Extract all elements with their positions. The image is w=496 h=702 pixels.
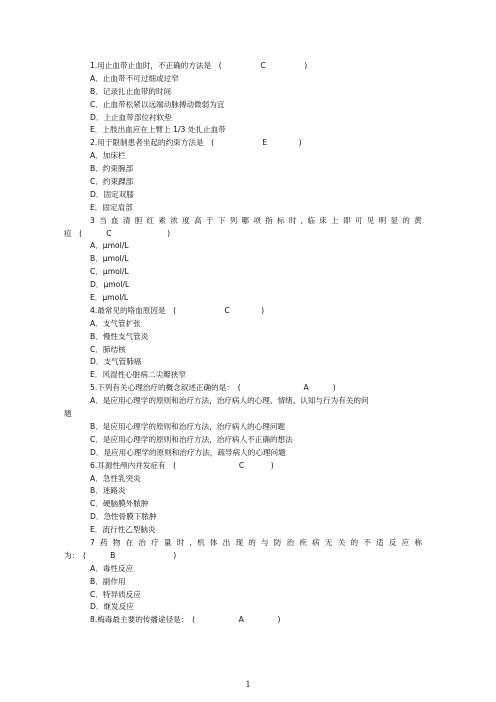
question-3-option-d: D．μmol/L (90, 280, 130, 290)
stem-char: 关 (337, 537, 346, 547)
stem-char: 时 (176, 537, 185, 547)
question-1-option-a: A．止血带不可过细或过窄 (90, 73, 179, 83)
question-4-option-b: B．慢性支气管炎 (90, 331, 149, 341)
stem-char: 的 (248, 537, 256, 547)
stem-char: 防 (273, 537, 282, 547)
stem-char: 称 (414, 537, 422, 547)
stem-char: 上 (331, 215, 339, 225)
stem-char: 当 (99, 215, 107, 225)
stem-char: 可 (354, 215, 363, 225)
question-7-stem-line-1 (90, 537, 422, 550)
stem-char: 素 (158, 215, 166, 225)
question-5-option-a-line-2: 题 (64, 409, 72, 419)
question-6-stem: 6.耳源性颅内并发症有 ( C ) (90, 460, 274, 470)
stem-char: 疗 (151, 537, 159, 547)
question-1-stem: 1.用止血带止血时，不正确的方法是 ( C ) (90, 61, 308, 70)
stem-char: 标 (277, 215, 285, 225)
question-3-option-e: E．μmol/L (90, 293, 129, 303)
stem-char: 与 (261, 537, 269, 547)
stem-char: 黄 (414, 215, 422, 225)
stem-char: 指 (265, 215, 273, 225)
question-8-stem: 8.梅毒最主要的传播途径是： ( A ) (90, 615, 281, 625)
stem-char: 见 (366, 215, 375, 225)
stem-char: , (300, 215, 304, 225)
stem-char: 量 (163, 537, 172, 547)
question-2-option-b: B．约束腕部 (90, 164, 134, 174)
question-6-option-a: A．急性乳突炎 (90, 473, 141, 483)
question-7-option-c: C．特异质反应 (90, 589, 141, 599)
question-6-option-c: C．硬脑膜外脓肿 (90, 499, 149, 509)
question-6-option-e: E．流行性乙型脑炎 (90, 525, 156, 535)
stem-char: 物 (112, 537, 121, 547)
stem-char: 明 (378, 215, 387, 225)
stem-char: 浓 (170, 215, 178, 225)
stem-char: 应 (401, 537, 410, 547)
question-3-option-c: C．μmol/L (90, 267, 129, 277)
question-1-option-e: E．上肢出血应在上臂上 1/3 处扎止血带 (90, 125, 226, 135)
question-4-option-a: A．支气管扩张 (90, 318, 141, 328)
question-4-option-d: D．支气管肺癌 (90, 357, 142, 367)
stem-char: 疾 (299, 537, 307, 547)
question-3-option-b: B．μmol/L (90, 254, 129, 264)
stem-char: 度 (182, 215, 190, 225)
stem-char: 胆 (134, 215, 143, 225)
question-2-option-d: D．固定双膝 (90, 189, 134, 199)
stem-char: 哪 (241, 215, 250, 225)
stem-char: 7 (90, 537, 95, 547)
stem-char: 不 (363, 537, 371, 547)
stem-char: 列 (229, 215, 238, 225)
question-5-option-a-line-1: A．是应用心理学的原则和治疗方法，治疗病人的心理、情绪、认知与行为有关的问 (90, 396, 369, 406)
question-5-option-d: D．是应用心理学的原则和治疗方法，疏导病人的心理问题 (90, 447, 286, 457)
question-7-option-b: B．副作用 (90, 576, 126, 586)
stem-char: 治 (286, 537, 295, 547)
question-2-stem: 2.用于限制患者坐起的约束方法是 ( E ) (90, 138, 302, 148)
question-4-option-e: E．风湿性心脏病二尖瓣狭窄 (90, 370, 186, 380)
stem-char: 的 (402, 215, 410, 225)
question-7-stem-line-2: 为： ( B ) (64, 550, 177, 560)
stem-char: 高 (193, 215, 202, 225)
stem-char: 即 (342, 215, 351, 225)
question-1-option-d: D．上止血带部位衬软垫 (90, 112, 172, 122)
stem-char: 无 (324, 537, 333, 547)
question-2-option-c: C．约束踝部 (90, 177, 134, 187)
question-5-option-b: B．是应用心理学的原则和治疗方法，治疗病人的心理问题 (90, 421, 286, 431)
question-6-option-d: D．急性骨膜下脓肿 (90, 512, 157, 522)
stem-char: 血 (110, 215, 119, 225)
stem-char: 的 (350, 537, 359, 547)
question-3-stem-line-2: 疸 ( C ) (64, 228, 171, 238)
question-5-option-c: C．是应用心理学的原则和治疗方法，治疗病人不正确的想法 (90, 434, 293, 444)
stem-char: 现 (235, 537, 244, 547)
question-2-option-a: A．加床栏 (90, 151, 126, 161)
stem-char: 红 (146, 215, 155, 225)
question-4-option-c: C．肺结核 (90, 344, 126, 354)
question-2-option-e: E．固定肩部 (90, 202, 133, 212)
question-3-option-a: A．μmol/L (90, 241, 129, 251)
stem-char: 清 (122, 215, 131, 225)
question-1-option-b: B．记录扎止血带的时间 (90, 86, 172, 96)
question-3-stem-line-1 (90, 215, 422, 228)
stem-char: 时 (288, 215, 297, 225)
question-5-stem: 5.下列有关心理治疗的概念叙述正确的是： ( A ) (90, 383, 336, 393)
question-1-option-c: C．止血带松紧以远端动脉搏动微弱为宜 (90, 99, 225, 109)
stem-char: 体 (209, 537, 218, 547)
stem-char: 反 (388, 537, 397, 547)
stem-char: 机 (197, 537, 205, 547)
question-4-stem: 4.最常见的咯血原因是 ( C ) (90, 305, 265, 315)
stem-char: 治 (138, 537, 146, 547)
stem-char: 下 (217, 215, 226, 225)
stem-char: 于 (205, 215, 214, 225)
stem-char: 在 (125, 537, 134, 547)
question-7-option-d: D．继发反应 (90, 602, 134, 612)
question-list (64, 60, 422, 627)
stem-char: 床 (319, 215, 327, 225)
stem-char: 显 (390, 215, 399, 225)
stem-char: 药 (100, 537, 108, 547)
stem-char: 项 (253, 215, 261, 225)
question-7-option-a: A．毒性反应 (90, 563, 134, 573)
stem-char: 3 (90, 215, 95, 225)
stem-char: 适 (376, 537, 384, 547)
stem-char: 病 (312, 537, 320, 547)
stem-char: , (189, 537, 192, 547)
page-number: 1 (245, 680, 251, 689)
stem-char: 出 (222, 537, 231, 547)
question-6-option-b: B．迷路炎 (90, 486, 126, 496)
stem-char: 临 (307, 215, 315, 225)
